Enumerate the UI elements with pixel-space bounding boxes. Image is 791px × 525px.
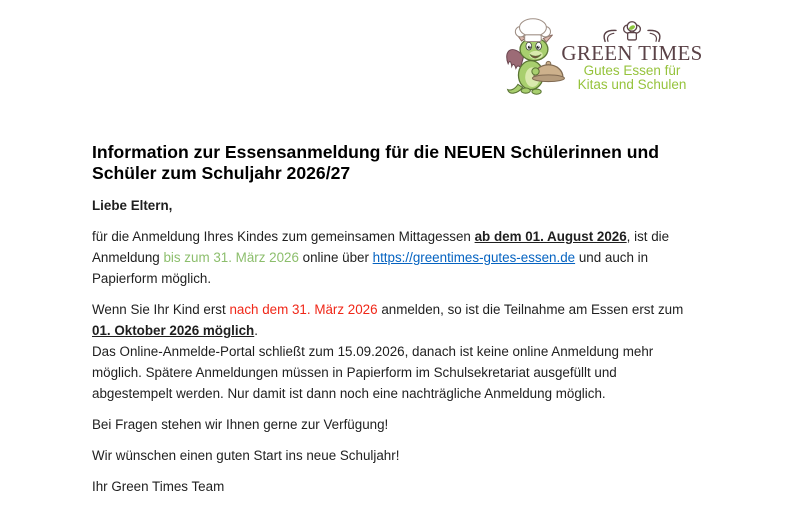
text-run: Wir wünschen einen guten Start ins neue Schuljahr! — [92, 448, 400, 463]
text-run: Das Online-Anmelde-Portal schließt zum 15.09.2026, danach ist keine online Anmeldung mehr — [92, 344, 654, 359]
document-title-line2: Schüler zum Schuljahr 2026/27 — [92, 163, 351, 183]
paragraph — [92, 299, 732, 404]
logo-text-block — [556, 21, 708, 92]
letter-body — [92, 195, 732, 497]
text-run: 01. Oktober 2026 möglich — [92, 323, 255, 338]
paragraph — [92, 195, 732, 216]
text-run: online über — [298, 250, 373, 265]
text-run: und auch in — [575, 250, 649, 265]
document-title-line1: Information zur Essensanmeldung für die NEUEN Schülerinnen und — [92, 142, 659, 162]
text-run: Liebe Eltern, — [92, 198, 173, 213]
text-run: . — [254, 323, 258, 338]
logo-tagline-line1: Gutes Essen für — [583, 63, 681, 78]
text-run: , ist die — [626, 229, 670, 244]
paragraph — [92, 226, 732, 289]
text-run: Ihr Green Times Team — [92, 479, 225, 494]
text-run: Anmeldung — [92, 250, 164, 265]
text-run: für die Anmeldung Ihres Kindes zum gemeinsamen Mittagessen — [92, 229, 475, 244]
hyperlink[interactable]: https://greentimes-gutes-essen.de — [372, 250, 576, 265]
text-run: Bei Fragen stehen wir Ihnen gerne zur Verfügung! — [92, 417, 389, 432]
brand-name: GREEN TIMES — [561, 41, 703, 65]
paragraph — [92, 414, 732, 435]
text-run: anmelden, so ist die Teilnahme am Essen erst zum — [377, 302, 684, 317]
text-run: Papierform möglich. — [92, 271, 212, 286]
paragraph — [92, 476, 732, 497]
document-title — [92, 142, 732, 184]
text-run: ab dem 01. August 2026 — [474, 229, 627, 244]
green-times-logo — [504, 13, 708, 100]
text-run: Wenn Sie Ihr Kind erst — [92, 302, 230, 317]
text-run: möglich. Spätere Anmeldungen müssen in Papierform im Schulsekretariat ausgefüllt und — [92, 365, 617, 380]
text-run: nach dem 31. März 2026 — [229, 302, 378, 317]
paragraph — [92, 445, 732, 466]
letter-content — [92, 142, 732, 507]
text-run: abgestempelt werden. Nur damit ist dann noch eine nachträgliche Anmeldung möglich. — [92, 386, 606, 401]
logo-tagline-line2: Kitas und Schulen — [577, 77, 687, 92]
text-run: bis zum 31. März 2026 — [163, 250, 299, 265]
